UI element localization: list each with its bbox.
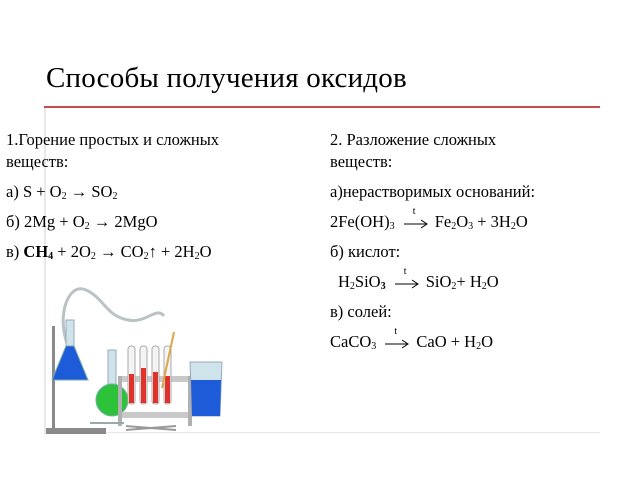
equation-iron-hydroxide: $2Fe(OH)_3$ t $Fe_2O_3 + 3H_2O$: [330, 206, 528, 232]
combustion-section: [6, 129, 310, 263]
beaker-icon: [190, 362, 222, 416]
combustion-heading-line1: 1.Горение простых и сложных: [6, 130, 220, 149]
equation-methane: в) $CH_4 + 2O_2$ → $CO_2↑ + 2H_2O$: [6, 242, 212, 262]
tongs-icon: [126, 426, 176, 430]
conical-flask-icon: [52, 320, 88, 380]
heat-arrow-icon: t: [383, 333, 413, 349]
equation-magnesium: б) $2Mg + O_2 \to 2MgO$: [6, 212, 158, 232]
salts-label: в) солей:: [330, 302, 392, 321]
test-tube-icon: [140, 346, 147, 404]
tubing-icon: [63, 289, 164, 346]
lab-glassware-image: [46, 276, 226, 436]
test-tube-icon: [128, 346, 135, 404]
round-flask-icon: [96, 350, 128, 416]
decomposition-heading-line1: 2. Разложение сложных: [330, 130, 497, 149]
decomposition-section: [330, 129, 630, 353]
equation-silicic-acid: $H_2SiO_3$ t $SiO_2+ H_2O$: [338, 266, 499, 292]
decomposition-heading-line2: веществ:: [330, 152, 393, 171]
glass-rod-icon: [90, 422, 124, 424]
heat-arrow-icon: t: [402, 213, 432, 229]
combustion-heading-line2: веществ:: [6, 152, 69, 171]
acids-label: б) кислот:: [330, 242, 401, 261]
heat-arrow-icon: t: [393, 273, 423, 289]
test-tube-icon: [152, 346, 159, 404]
bases-label: а)нерастворимых оснований:: [330, 182, 536, 201]
test-tube-rack-icon: [118, 346, 192, 426]
slide-title: Способы получения оксидов: [46, 62, 407, 94]
equation-sulfur: а) $S + O_2 \to SO_2$: [6, 182, 118, 202]
title-underline: [44, 106, 600, 108]
equation-calcium-carbonate: CaCO$_3$ t CaO + $H_2O$: [330, 326, 494, 352]
